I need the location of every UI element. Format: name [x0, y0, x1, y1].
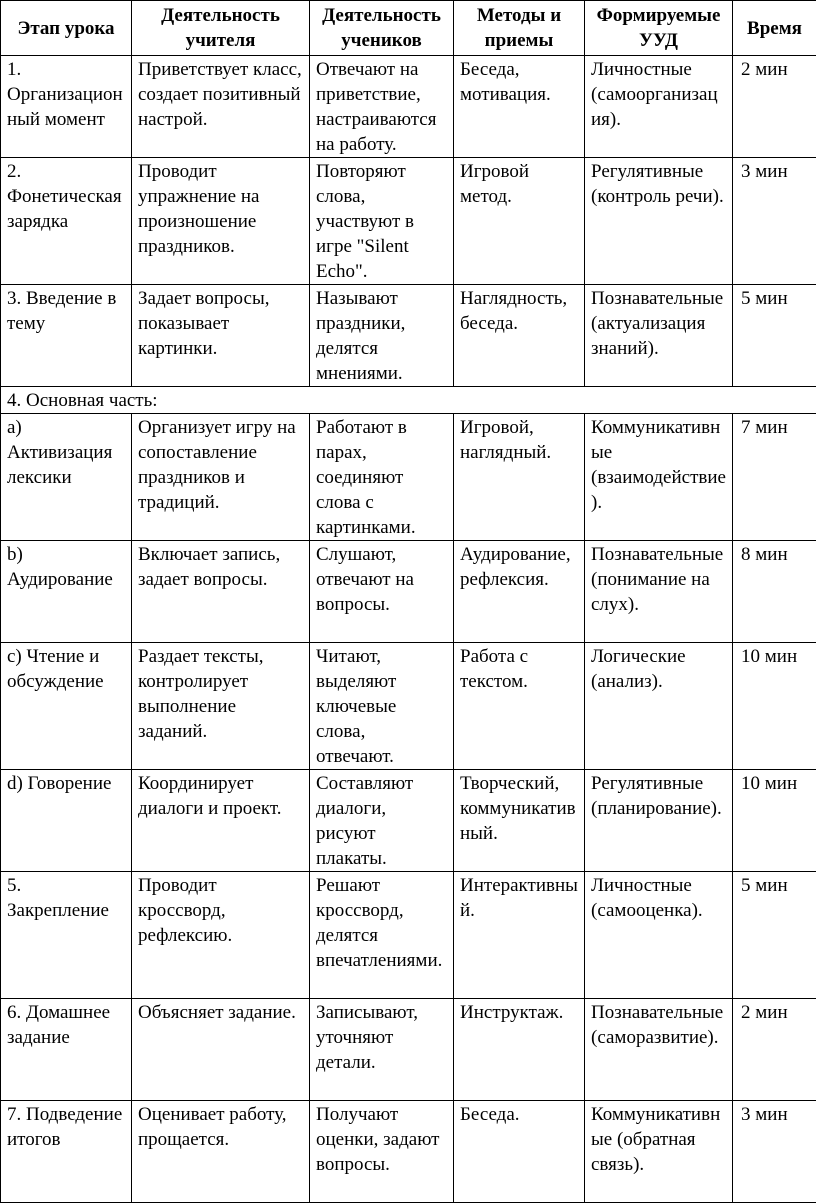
stage-cell: 1. Организационный момент: [1, 56, 132, 158]
stage-cell: 5. Закрепление: [1, 872, 132, 999]
methods-cell: Игровой метод.: [454, 158, 585, 285]
students-cell: Решают кроссворд, делятся впечатлениями.: [310, 872, 454, 999]
time-cell: 10 мин: [733, 643, 816, 770]
table-row: [1, 285, 816, 387]
students-cell: Читают, выделяют ключевые слова, отвечают.: [310, 643, 454, 770]
methods-cell: Беседа, мотивация.: [454, 56, 585, 158]
methods-cell: Игровой, наглядный.: [454, 414, 585, 541]
section-title: 4. Основная часть:: [1, 387, 816, 414]
stage-cell: 2. Фонетическая зарядка: [1, 158, 132, 285]
time-cell: 7 мин: [733, 414, 816, 541]
stage-cell: 3. Введение в тему: [1, 285, 132, 387]
methods-cell: Наглядность, беседа.: [454, 285, 585, 387]
time-cell: 5 мин: [733, 285, 816, 387]
skills-cell: Познавательные (саморазвитие).: [585, 999, 733, 1101]
teacher-cell: Координирует диалоги и проект.: [132, 770, 310, 872]
table-row: [1, 770, 816, 872]
stage-cell: b) Аудирование: [1, 541, 132, 643]
students-cell: Повторяют слова, участвуют в игре "Silent Echo".: [310, 158, 454, 285]
students-cell: Работают в парах, соединяют слова с картинками.: [310, 414, 454, 541]
methods-cell: Интерактивный.: [454, 872, 585, 999]
teacher-cell: Проводит упражнение на произношение праздников.: [132, 158, 310, 285]
students-cell: Слушают, отвечают на вопросы.: [310, 541, 454, 643]
header-methods: Методы и приемы: [454, 1, 585, 56]
teacher-cell: Включает запись, задает вопросы.: [132, 541, 310, 643]
time-cell: 2 мин: [733, 56, 816, 158]
skills-cell: Познавательные (актуализация знаний).: [585, 285, 733, 387]
header-row: [1, 1, 816, 56]
table-row: [1, 999, 816, 1101]
methods-cell: Работа с текстом.: [454, 643, 585, 770]
time-cell: 2 мин: [733, 999, 816, 1101]
time-cell: 10 мин: [733, 770, 816, 872]
header-students: Деятельность учеников: [310, 1, 454, 56]
skills-cell: Познавательные (понимание на слух).: [585, 541, 733, 643]
table-row: [1, 414, 816, 541]
methods-cell: Инструктаж.: [454, 999, 585, 1101]
table-row: [1, 158, 816, 285]
stage-cell: d) Говорение: [1, 770, 132, 872]
time-cell: 8 мин: [733, 541, 816, 643]
table-row: [1, 872, 816, 999]
students-cell: Записывают, уточняют детали.: [310, 999, 454, 1101]
students-cell: Отвечают на приветствие, настраиваются на работу.: [310, 56, 454, 158]
header-stage: Этап урока: [1, 1, 132, 56]
time-cell: 3 мин: [733, 158, 816, 285]
time-cell: 5 мин: [733, 872, 816, 999]
stage-cell: 6. Домашнее задание: [1, 999, 132, 1101]
table-row: [1, 56, 816, 158]
header-time: Время: [733, 1, 816, 56]
table-row: [1, 1101, 816, 1203]
teacher-cell: Раздает тексты, контролирует выполнение заданий.: [132, 643, 310, 770]
teacher-cell: Оценивает работу, прощается.: [132, 1101, 310, 1203]
skills-cell: Коммуникативные (взаимодействие).: [585, 414, 733, 541]
table-row: [1, 643, 816, 770]
teacher-cell: Приветствует класс, создает позитивный настрой.: [132, 56, 310, 158]
header-skills: Формируемые УУД: [585, 1, 733, 56]
teacher-cell: Проводит кроссворд, рефлексию.: [132, 872, 310, 999]
skills-cell: Личностные (самоорганизация).: [585, 56, 733, 158]
students-cell: Составляют диалоги, рисуют плакаты.: [310, 770, 454, 872]
skills-cell: Личностные (самооценка).: [585, 872, 733, 999]
stage-cell: 7. Подведение итогов: [1, 1101, 132, 1203]
students-cell: Называют праздники, делятся мнениями.: [310, 285, 454, 387]
stage-cell: a) Активизация лексики: [1, 414, 132, 541]
skills-cell: Логические (анализ).: [585, 643, 733, 770]
methods-cell: Творческий, коммуникативный.: [454, 770, 585, 872]
teacher-cell: Организует игру на сопоставление праздников и традиций.: [132, 414, 310, 541]
header-teacher: Деятельность учителя: [132, 1, 310, 56]
skills-cell: Регулятивные (планирование).: [585, 770, 733, 872]
time-cell: 3 мин: [733, 1101, 816, 1203]
teacher-cell: Задает вопросы, показывает картинки.: [132, 285, 310, 387]
skills-cell: Коммуникативные (обратная связь).: [585, 1101, 733, 1203]
table-row: [1, 541, 816, 643]
skills-cell: Регулятивные (контроль речи).: [585, 158, 733, 285]
section-row: [1, 387, 816, 414]
stage-cell: c) Чтение и обсуждение: [1, 643, 132, 770]
methods-cell: Аудирование, рефлексия.: [454, 541, 585, 643]
teacher-cell: Объясняет задание.: [132, 999, 310, 1101]
methods-cell: Беседа.: [454, 1101, 585, 1203]
students-cell: Получают оценки, задают вопросы.: [310, 1101, 454, 1203]
